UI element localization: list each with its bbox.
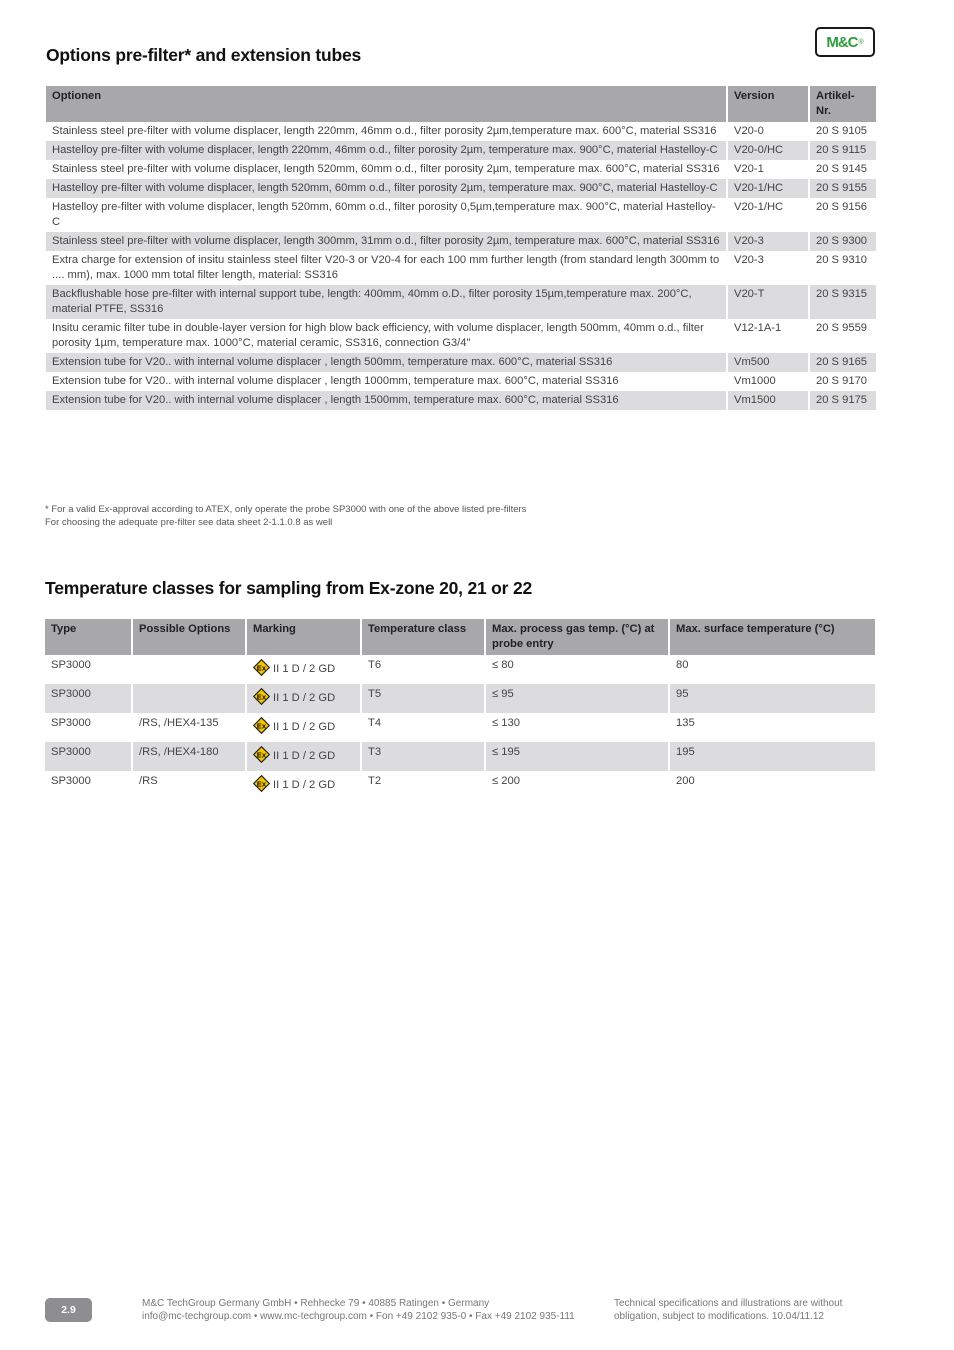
footer-company-info [142,1297,575,1323]
options-row [46,179,876,198]
option-description: Hastelloy pre-filter with volume displacer, length 220mm, 46mm o.d., filter porosity 2µm, temperature max. 900°C, material Hastelloy-C [46,141,726,160]
marking-text: II 1 D / 2 GD [273,750,336,762]
row-temperature-class: T5 [360,684,484,713]
row-marking [245,742,360,771]
row-type: SP3000 [45,684,131,713]
header-temperature-class: Temperature class [360,619,484,655]
options-row [46,198,876,232]
row-temperature-class: T4 [360,713,484,742]
temperature-header-row [45,619,875,655]
svg-text:Ex: Ex [256,779,267,789]
option-description: Hastelloy pre-filter with volume displacer, length 520mm, 60mm o.d., filter porosity 0,5µm,temperature max. 900°C, material Hastelloy-C [52,201,716,228]
marking-text: II 1 D / 2 GD [273,721,336,733]
footer-address: M&C TechGroup Germany GmbH • Rehhecke 79 • 40885 Ratingen • Germany [142,1298,490,1309]
marking-text: II 1 D / 2 GD [273,692,336,704]
option-article-number: 20 S 9115 [808,141,876,160]
header-optionen: Optionen [46,86,726,122]
option-description: Extra charge for extension of insitu stainless steel filter V20-3 or V20-4 for each 100 mm further length (from standard length 300mm to .... mm), max. 1000 mm total filter length, material: SS316 [52,254,720,281]
option-version: Vm500 [726,353,808,372]
row-possible-options [131,655,245,684]
row-type: SP3000 [45,742,131,771]
option-description: Backflushable hose pre-filter with internal support tube, length: 400mm, 40mm o.D., filter porosity 15µm,temperature max. 200°C, material PTFE, SS316 [46,285,726,319]
header-max-process-gas-temp: Max. process gas temp. (°C) at probe entry [484,619,668,655]
option-version: V20-3 [726,251,808,285]
option-description: Extension tube for V20.. with internal volume displacer , length 1500mm, temperature max. 600°C, material SS316 [46,391,726,410]
header-possible-options: Possible Options [131,619,245,655]
options-row [46,141,876,160]
disclaimer-line-2: obligation, subject to modifications. 10.04/11.12 [614,1311,824,1322]
row-possible-options: /RS [131,771,245,800]
options-header-row [46,86,876,122]
header-max-surface-temp: Max. surface temperature (°C) [668,619,875,655]
option-article-number: 20 S 9105 [808,122,876,141]
option-description: Stainless steel pre-filter with volume displacer, length 300mm, 31mm o.d., filter porosity 2µm, temperature max. 600°C, material SS316 [46,232,726,251]
options-row [46,372,876,391]
svg-text:Ex: Ex [256,692,267,702]
footer-disclaimer [614,1297,842,1323]
marking-text: II 1 D / 2 GD [273,663,336,675]
option-version: Vm1000 [726,372,808,391]
atex-note: * For a valid Ex-approval according to ATEX, only operate the probe SP3000 with one of the above listed pre-filters [45,504,527,515]
option-article-number: 20 S 9145 [808,160,876,179]
row-max-gas-temp: ≤ 200 [484,771,668,800]
footer-contact: info@mc-techgroup.com • www.mc-techgroup.com • Fon +49 2102 935-0 • Fax +49 2102 935-111 [142,1311,575,1322]
row-type: SP3000 [51,717,91,729]
datasheet-note: For choosing the adequate pre-filter see data sheet 2-1.1.0.8 as well [45,517,333,528]
option-article-number: 20 S 9170 [808,372,876,391]
row-marking [245,684,360,713]
row-possible-options [131,684,245,713]
row-type: SP3000 [51,659,91,671]
temperature-row [45,713,875,742]
header-artikel-nr: Artikel- Nr. [808,86,876,122]
option-article-number: 20 S 9310 [808,251,876,285]
option-article-number: 20 S 9175 [808,391,876,410]
row-max-surface-temp: 195 [668,742,875,771]
options-row [46,122,876,141]
option-description: Stainless steel pre-filter with volume displacer, length 220mm, 46mm o.d., filter porosity 2µm,temperature max. 600°C, material SS316 [52,125,717,137]
option-article-number: 20 S 9165 [808,353,876,372]
row-temperature-class: T6 [360,655,484,684]
svg-text:Ex: Ex [256,750,267,760]
prefilter-notes [45,503,526,529]
svg-text:Ex: Ex [256,721,267,731]
option-description: Extension tube for V20.. with internal volume displacer , length 500mm, temperature max. 600°C, material SS316 [46,353,726,372]
ex-hazard-icon [253,746,270,763]
options-row [46,232,876,251]
row-type: SP3000 [51,775,91,787]
row-temperature-class: T3 [360,742,484,771]
option-article-number: 20 S 9155 [808,179,876,198]
temperature-row [45,655,875,684]
options-row [46,353,876,372]
option-description: Hastelloy pre-filter with volume displacer, length 520mm, 60mm o.d., filter porosity 2µm, temperature max. 900°C, material Hastelloy-C [46,179,726,198]
option-article-number: 20 S 9156 [808,198,876,232]
marking-text: II 1 D / 2 GD [273,779,336,791]
temperature-classes-table [45,619,875,800]
option-description: Extension tube for V20.. with internal volume displacer , length 1000mm, temperature max. 600°C, material SS316 [52,375,619,387]
header-marking: Marking [245,619,360,655]
options-row [46,391,876,410]
row-max-surface-temp: 200 [668,771,875,800]
option-article-number: 20 S 9300 [808,232,876,251]
option-version: V20-1 [726,160,808,179]
row-temperature-class: T2 [360,771,484,800]
mc-logo [815,27,875,57]
row-max-surface-temp: 95 [668,684,875,713]
ex-hazard-icon [253,717,270,734]
option-article-number: 20 S 9315 [808,285,876,319]
row-max-gas-temp: ≤ 130 [484,713,668,742]
option-description: Stainless steel pre-filter with volume displacer, length 520mm, 60mm o.d., filter porosity 2µm, temperature max. 600°C, material SS316 [52,163,720,175]
row-marking [245,713,360,742]
row-marking [245,771,360,800]
option-version: V20-T [726,285,808,319]
row-max-gas-temp: ≤ 95 [484,684,668,713]
logo-text: M&C [826,33,858,51]
logo-registered-mark: ® [858,38,864,46]
ex-hazard-icon [253,775,270,792]
options-section-title: Options pre-filter* and extension tubes [46,45,362,65]
row-max-surface-temp: 135 [668,713,875,742]
option-version: V20-1/HC [726,179,808,198]
temperature-row [45,771,875,800]
option-version: Vm1500 [726,391,808,410]
ex-hazard-icon [253,688,270,705]
row-max-gas-temp: ≤ 195 [484,742,668,771]
option-article-number: 20 S 9559 [808,319,876,353]
options-row [46,251,876,285]
options-row [46,160,876,179]
temperature-row [45,684,875,713]
row-possible-options: /RS, /HEX4-180 [131,742,245,771]
row-max-gas-temp: ≤ 80 [484,655,668,684]
page-number-badge: 2.9 [45,1298,92,1322]
temperature-row [45,742,875,771]
option-version: V20-1/HC [726,198,808,232]
options-table [46,86,876,410]
svg-text:Ex: Ex [256,663,267,673]
option-version: V20-3 [726,232,808,251]
option-description: Insitu ceramic filter tube in double-layer version for high blow back efficiency, with volume displacer, length 500mm, 40mm o.d., filter porosity 1µm, temperature max. 1000°C, material ceramic, SS316, connection G3/4" [52,322,704,349]
row-marking [245,655,360,684]
header-version: Version [726,86,808,122]
option-version: V20-0/HC [726,141,808,160]
row-max-surface-temp: 80 [668,655,875,684]
disclaimer-line-1: Technical specifications and illustrations are without [614,1298,843,1309]
option-version: V12-1A-1 [726,319,808,353]
options-row [46,285,876,319]
ex-hazard-icon [253,659,270,676]
header-type: Type [45,619,131,655]
options-row [46,319,876,353]
option-version: V20-0 [726,122,808,141]
temperature-section-title: Temperature classes for sampling from Ex-zone 20, 21 or 22 [45,578,533,598]
row-possible-options: /RS, /HEX4-135 [131,713,245,742]
